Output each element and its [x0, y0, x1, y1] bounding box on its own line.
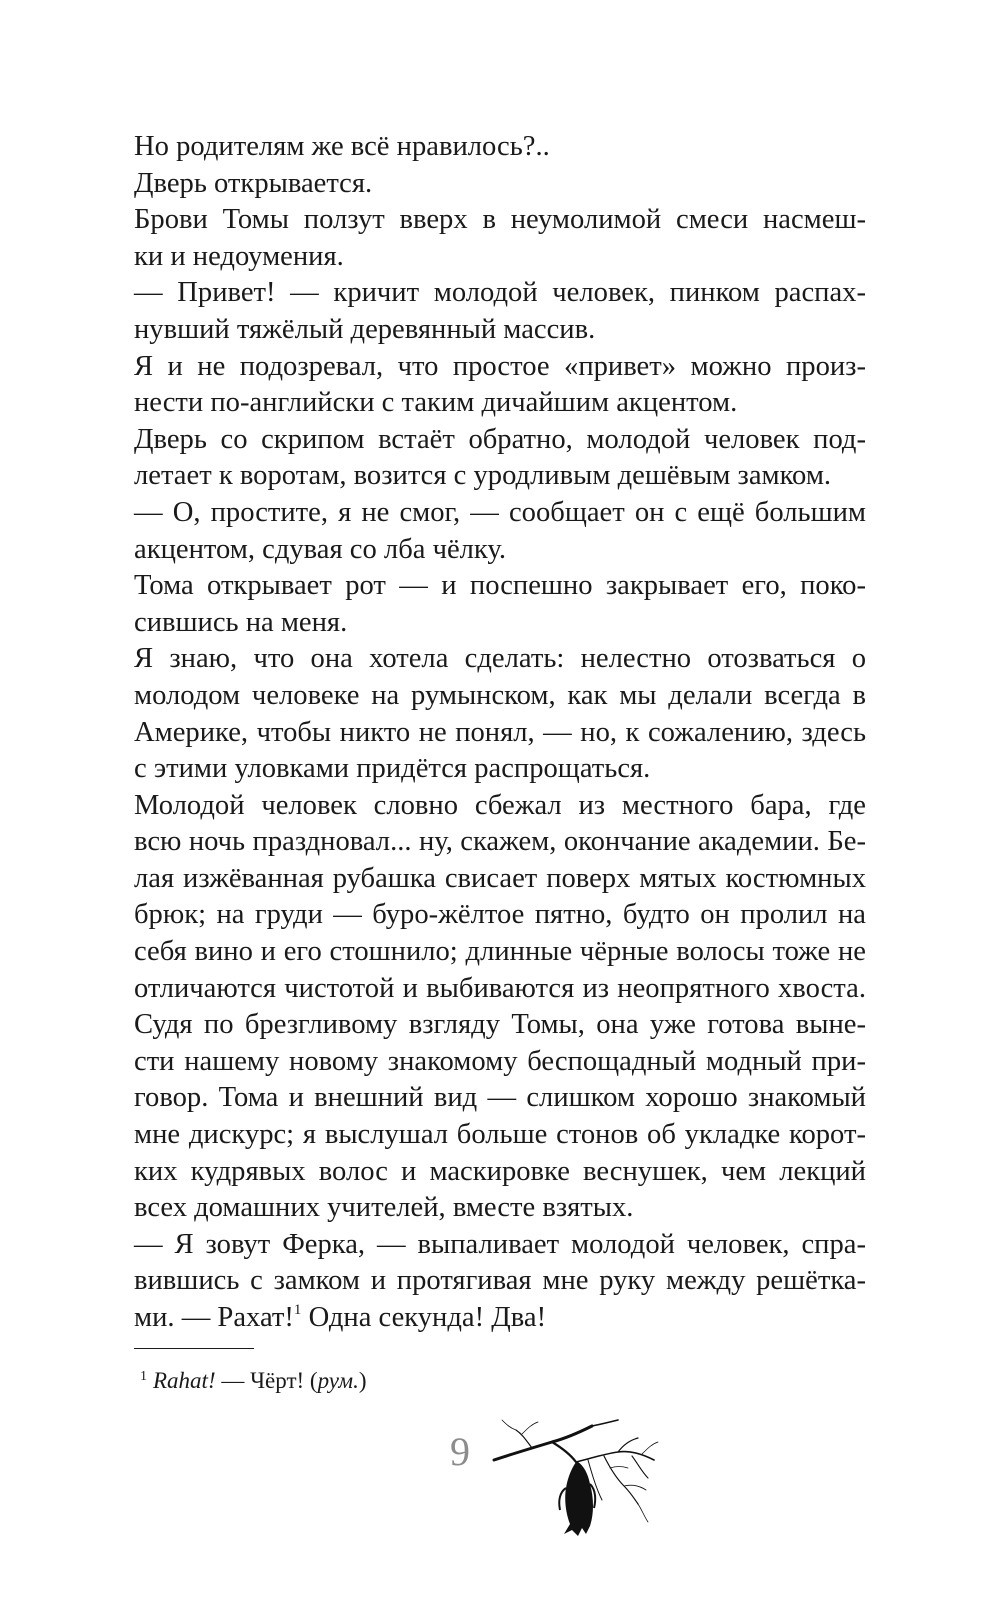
- text-line: — Привет! — кричит молодой человек, пинком распах-: [134, 277, 866, 309]
- text-line: акцентом, сдувая со лба чёлку.: [134, 533, 506, 565]
- text-line: брюк; на груди — буро-жёлтое пятно, будто он пролил на: [134, 899, 866, 931]
- footnote-close: ): [358, 1368, 367, 1393]
- footnote-lang: рум.: [317, 1368, 359, 1393]
- footnote-sep: — Чёрт! (: [215, 1368, 318, 1393]
- text-line: молодом человеке на румынском, как мы делали всегда в: [134, 679, 866, 711]
- paragraph: [134, 202, 866, 275]
- footnote-number: 1: [140, 1369, 147, 1384]
- text-line: лая изжёванная рубашка свисает поверх мятых костюмных: [134, 862, 866, 894]
- text-line: Америке, чтобы никто не понял, — но, к сожалению, здесь: [134, 716, 866, 748]
- footnote-divider: [134, 1348, 254, 1349]
- text-line: Дверь со скрипом встаёт обратно, молодой человек под-: [134, 423, 866, 455]
- footnote-reference[interactable]: 1: [293, 1302, 302, 1318]
- text-line: себя вино и его стошнило; длинные чёрные волосы тоже не: [134, 936, 866, 968]
- text-line: сившись на меня.: [134, 606, 348, 638]
- paragraph: [134, 495, 866, 568]
- text-line: Брови Томы ползут вверх в неумолимой смеси насмеш-: [134, 204, 866, 236]
- footnote-term: Rahat!: [153, 1368, 216, 1393]
- text-fragment: ми. — Рахат!: [134, 1302, 294, 1333]
- paragraph: [134, 422, 866, 495]
- text-line: Тома открывает рот — и поспешно закрывает его, поко-: [134, 570, 866, 602]
- paragraph: [134, 349, 866, 422]
- text-line: всю ночь праздновал... ну, скажем, окончание академии. Бе-: [134, 826, 866, 858]
- text-line: летает к воротам, возится с уродливым дешёвым замком.: [134, 460, 832, 492]
- paragraph: [134, 275, 866, 348]
- text-line: Я знаю, что она хотела сделать: нелестно отозваться о: [134, 643, 866, 675]
- text-line: ки и недоумения.: [134, 240, 344, 272]
- text-line: Дверь открывается.: [134, 167, 373, 199]
- text-line: — Я зовут Ферка, — выпаливает молодой человек, спра-: [134, 1228, 866, 1260]
- paragraph: [134, 1227, 866, 1337]
- text-line: Но родителям же всё нравилось?..: [134, 131, 550, 162]
- paragraph: [134, 166, 866, 203]
- bat-hanging-from-branch-icon: [492, 1418, 662, 1538]
- text-line: нувший тяжёлый деревянный массив.: [134, 313, 596, 345]
- text-line: сти нашему новому знакомому беспощадный модный при-: [134, 1045, 866, 1077]
- text-line: вившись с замком и протягивая мне руку между решётка-: [134, 1265, 866, 1297]
- paragraph: [134, 641, 866, 787]
- text-line: — О, простите, я не смог, — сообщает он с ещё большим: [134, 496, 866, 528]
- footnote: [140, 1362, 367, 1396]
- text-line: ких кудрявых волос и маскировке веснушек, чем лекций: [134, 1155, 866, 1187]
- text-line: Молодой человек словно сбежал из местного бара, где: [134, 789, 866, 821]
- text-fragment: Одна секунда! Два!: [301, 1302, 547, 1333]
- text-line: говор. Тома и внешний вид — слишком хорошо знакомый: [134, 1082, 866, 1114]
- paragraph: [134, 568, 866, 641]
- text-line-with-footnote-ref: [134, 1300, 866, 1337]
- paragraph: [134, 129, 866, 166]
- text-line: Судя по брезгливому взгляду Томы, она уже готова выне-: [134, 1009, 866, 1041]
- text-line: нести по-английски с таким дичайшим акцентом.: [134, 387, 738, 419]
- paragraph: [134, 788, 866, 1227]
- text-line: всех домашних учителей, вместе взятых.: [134, 1192, 634, 1224]
- body-text: [134, 129, 866, 1337]
- text-line: отличаются чистотой и выбиваются из неопрятного хвоста.: [134, 972, 866, 1004]
- page-number: 9: [450, 1429, 470, 1474]
- text-line: Я и не подозревал, что простое «привет» можно произ-: [134, 350, 866, 382]
- text-line: мне дискурс; я выслушал больше стонов об укладке корот-: [134, 1119, 866, 1151]
- text-line: с этими уловками придётся распрощаться.: [134, 753, 651, 785]
